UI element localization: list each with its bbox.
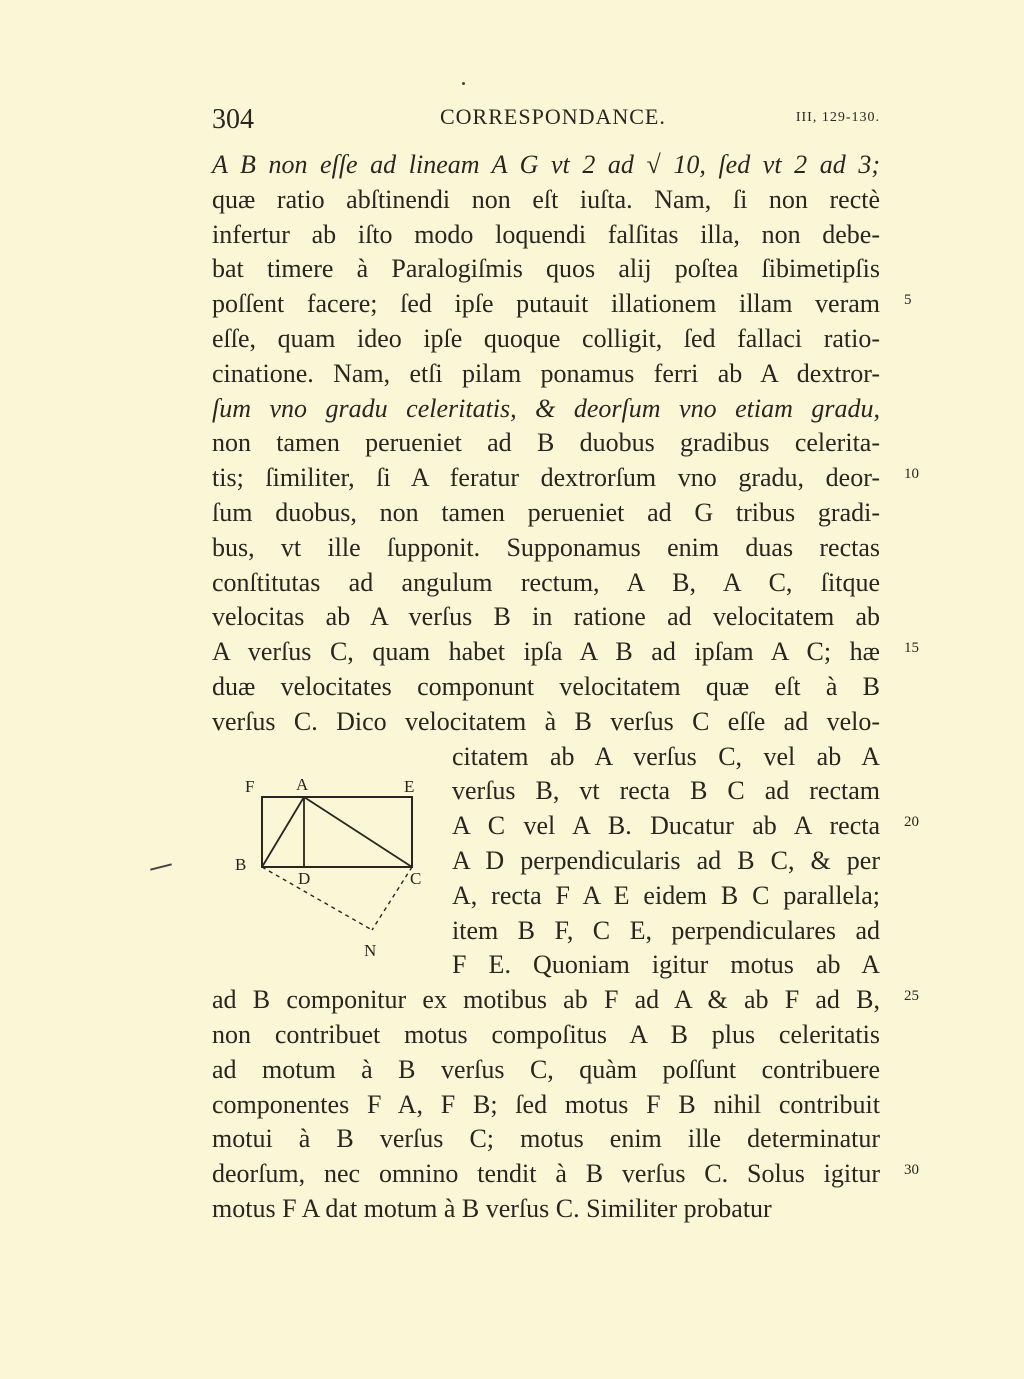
text-line: poſſent facere; ſed ipſe putauit illationem illam veram: [212, 289, 880, 319]
text-line: deorſum, nec omnino tendit à B verſus C. Solus igitur: [212, 1159, 880, 1189]
text-line: cinatione. Nam, etſi pilam ponamus ferri ab A dextror-: [212, 358, 880, 388]
label-f: F: [245, 777, 255, 796]
volume-reference: III, 129-130.: [795, 110, 880, 125]
line-bn: [262, 867, 372, 930]
line-ac: [304, 797, 412, 867]
line-number: 30: [904, 1162, 919, 1178]
text-body: [212, 148, 880, 1227]
text-line: A verſus C, quam habet ipſa A B ad ipſam A C; hæ: [212, 637, 880, 667]
label-b: B: [235, 855, 247, 874]
text-line: bus, vt ille ſupponit. Supponamus enim duas rectas: [212, 532, 880, 562]
text-line: conſtitutas ad angulum rectum, A B, A C, ſitque: [212, 567, 880, 597]
text-line: motui à B verſus C; motus enim ille determinatur: [212, 1124, 880, 1154]
text-line: non contribuet motus compoſitus A B plus celeritatis: [212, 1019, 880, 1049]
line-number: 5: [904, 292, 912, 308]
text-line: verſus B, vt recta B C ad rectam: [452, 776, 880, 806]
label-d: D: [298, 869, 311, 888]
text-line: ad B componitur ex motibus ab F ad A & ab F ad B,: [212, 985, 880, 1015]
text-line: A, recta F A E eidem B C parallela;: [452, 880, 880, 910]
running-title: CORRESPONDANCE.: [440, 104, 666, 129]
text-line: tis; ſimiliter, ſi A feratur dextrorſum vno gradu, deor-: [212, 463, 880, 493]
line-number: 10: [904, 466, 919, 482]
text-line: citatem ab A verſus C, vel ab A: [452, 741, 880, 771]
label-a: A: [296, 775, 309, 794]
text-line: bat timere à Paralogiſmis quos alij poſtea ſibimetipſis: [212, 254, 880, 284]
text-line: A D perpendicularis ad B C, & per: [452, 845, 880, 875]
geometry-figure: [232, 770, 432, 970]
text-line: componentes F A, F B; ſed motus F B nihil contribuit: [212, 1089, 880, 1119]
text-line: ad motum à B verſus C, quàm poſſunt contribuere: [212, 1054, 880, 1084]
text-line: non tamen perueniet ad B duobus gradibus celerita-: [212, 428, 880, 458]
text-line: A B non eſſe ad lineam A G vt 2 ad √ 10, ſed vt 2 ad 3;: [212, 150, 880, 179]
line-ab: [262, 797, 304, 867]
rectangle-fecb: [262, 797, 412, 867]
text-line: A C vel A B. Ducatur ab A recta: [452, 811, 880, 841]
text-line: infertur ab iſto modo loquendi falſitas illa, non debe-: [212, 219, 880, 249]
label-c: C: [410, 869, 422, 888]
text-line: duæ velocitates componunt velocitatem quæ eſt à B: [212, 671, 880, 701]
line-cn: [372, 867, 412, 930]
label-e: E: [404, 777, 415, 796]
text-line: velocitas ab A verſus B in ratione ad velocitatem ab: [212, 602, 880, 632]
text-line: F E. Quoniam igitur motus ab A: [452, 950, 880, 980]
text-line: quæ ratio abſtinendi non eſt iuſta. Nam, ſi non rectè: [212, 184, 880, 214]
text-line: motus F A dat motum à B verſus C. Similiter probatur: [212, 1193, 772, 1223]
margin-mark: [150, 863, 172, 870]
line-number: 20: [904, 814, 919, 830]
label-n: N: [364, 941, 377, 960]
ink-speck: [462, 82, 465, 85]
page-header: [212, 104, 880, 140]
text-line: eſſe, quam ideo ipſe quoque colligit, ſed fallaci ratio-: [212, 323, 880, 353]
text-line: ſum duobus, non tamen perueniet ad G tribus gradi-: [212, 497, 880, 527]
text-line: ſum vno gradu celeritatis, & deorſum vno etiam gradu,: [212, 393, 880, 423]
page-number: 304: [212, 104, 254, 135]
line-number: 15: [904, 640, 919, 656]
line-number: 25: [904, 988, 919, 1004]
text-line: item B F, C E, perpendiculares ad: [452, 915, 880, 945]
text-line: verſus C. Dico velocitatem à B verſus C eſſe ad velo-: [212, 706, 880, 736]
